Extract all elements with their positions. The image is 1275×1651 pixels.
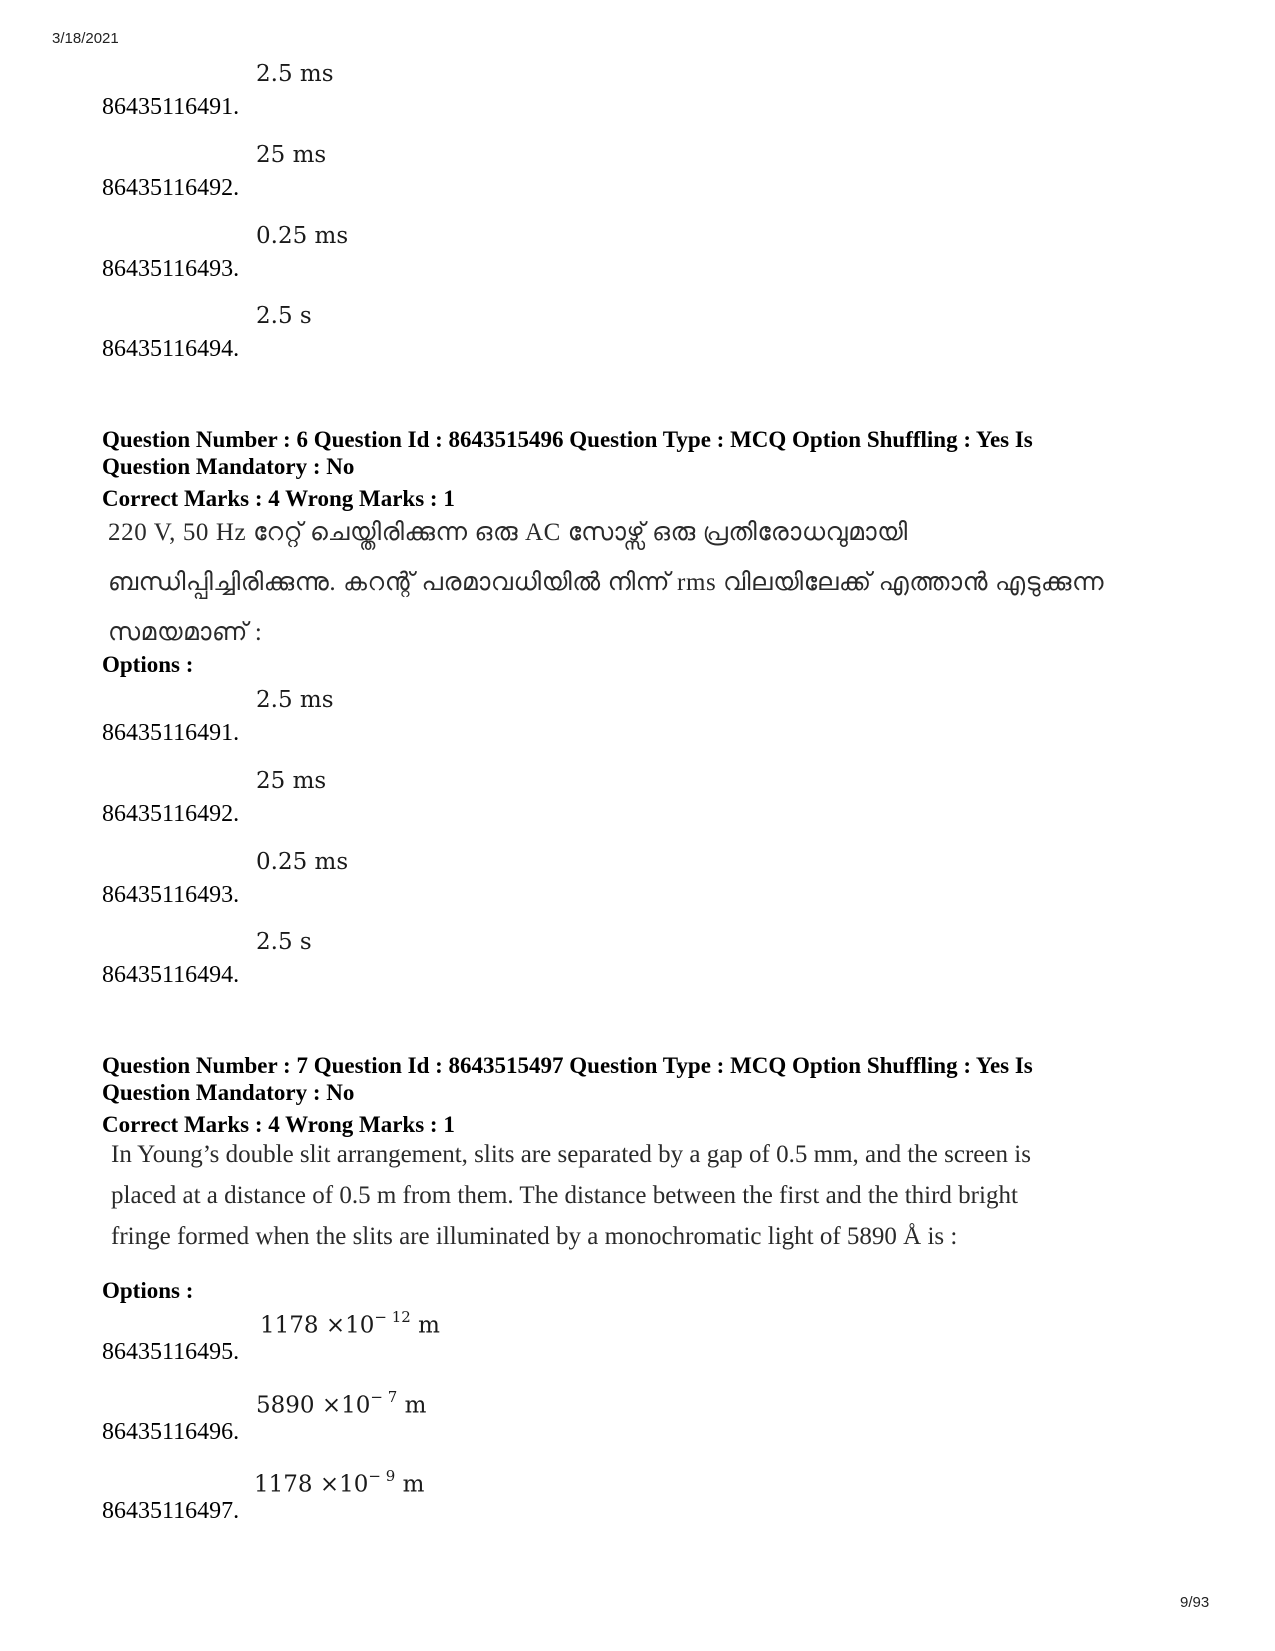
- question-6-meta: [102, 426, 1182, 512]
- option-value: 2.5 ms: [256, 687, 334, 713]
- option-id: 86435116496.: [102, 1419, 240, 1445]
- question-marks: Correct Marks : 4 Wrong Marks : 1: [102, 1112, 455, 1137]
- option-value: 25 ms: [256, 768, 327, 794]
- question-text-line: In Young’s double slit arrangement, slits are separated by a gap of 0.5 mm, and the screen is: [111, 1141, 1031, 1168]
- option-row: [102, 767, 802, 827]
- option-id: 86435116491.: [102, 94, 240, 120]
- times-sign: ×: [325, 1312, 346, 1339]
- option-row: [102, 1385, 802, 1445]
- options-label: Options :: [102, 652, 194, 677]
- question-text-line: ബന്ധിപ്പിച്ചിരിക്കുന്നു. കറന്റ് പരമാവധിയിൽ നിന്ന് rms വിലയിലേക്ക് എത്താൻ എടുക്കുന്ന: [108, 569, 1105, 596]
- question-text-line: സമയമാണ് :: [108, 619, 263, 646]
- option-row: [102, 848, 802, 908]
- option-id: 86435116493.: [102, 882, 240, 908]
- option-id: 86435116491.: [102, 720, 240, 746]
- option-id: 86435116494.: [102, 962, 240, 988]
- question-text-line: 220 V, 50 Hz റേറ്റ് ചെയ്തിരിക്കുന്ന ഒരു AC സോഴ്സ് ഒരു പ്രതിരോധവുമായി: [108, 519, 908, 546]
- times-sign: ×: [321, 1392, 342, 1419]
- option-id: 86435116493.: [102, 256, 240, 282]
- option-id: 86435116494.: [102, 336, 240, 362]
- option-value: 0.25 ms: [256, 849, 349, 875]
- option-row: [102, 222, 802, 282]
- base: 10: [339, 1471, 369, 1498]
- question-text-line: placed at a distance of 0.5 m from them. The distance between the first and the third bright: [111, 1182, 1018, 1209]
- options-label: Options :: [102, 1278, 194, 1303]
- question-marks: Correct Marks : 4 Wrong Marks : 1: [102, 486, 455, 511]
- exponent: − 7: [370, 1388, 398, 1406]
- question-meta-line: Question Number : 7 Question Id : 8643515497 Question Type : MCQ Option Shuffling : Yes Is: [102, 1053, 1033, 1078]
- question-mandatory: Question Mandatory : No: [102, 454, 355, 479]
- question-mandatory: Question Mandatory : No: [102, 1080, 355, 1105]
- option-value: 2.5 s: [256, 929, 312, 955]
- option-row: [102, 1305, 802, 1365]
- unit: m: [402, 1471, 425, 1498]
- option-row: [102, 60, 802, 120]
- question-meta-line: Question Number : 6 Question Id : 8643515496 Question Type : MCQ Option Shuffling : Yes Is: [102, 427, 1033, 452]
- option-value: 25 ms: [256, 142, 327, 168]
- option-value: [256, 1385, 426, 1420]
- question-7-text: [111, 1134, 1201, 1257]
- times-sign: ×: [319, 1471, 340, 1498]
- option-id: 86435116495.: [102, 1339, 240, 1365]
- option-id: 86435116497.: [102, 1498, 240, 1524]
- unit: m: [404, 1392, 427, 1419]
- question-7-meta: [102, 1052, 1182, 1138]
- exponent: − 9: [368, 1467, 396, 1485]
- option-value: [254, 1464, 424, 1499]
- option-value: [260, 1305, 440, 1340]
- base: 10: [341, 1392, 371, 1419]
- exponent: − 12: [374, 1308, 411, 1326]
- option-row: [102, 928, 802, 988]
- option-value: 2.5 s: [256, 303, 312, 329]
- option-row: [102, 302, 802, 362]
- mantissa: 1178: [260, 1312, 319, 1339]
- option-value: 0.25 ms: [256, 223, 349, 249]
- page-number: 9/93: [1180, 1594, 1210, 1611]
- unit: m: [418, 1312, 440, 1339]
- mantissa: 1178: [254, 1471, 313, 1498]
- print-date: 3/18/2021: [52, 30, 119, 47]
- option-row: [102, 686, 802, 746]
- option-value: 2.5 ms: [256, 61, 334, 87]
- option-row: [102, 141, 802, 201]
- question-6-text: [108, 508, 1198, 658]
- option-id: 86435116492.: [102, 175, 240, 201]
- option-row: [102, 1464, 802, 1524]
- question-text-line: fringe formed when the slits are illuminated by a monochromatic light of 5890 Å is :: [111, 1223, 958, 1250]
- base: 10: [345, 1312, 375, 1339]
- mantissa: 5890: [256, 1392, 315, 1419]
- option-id: 86435116492.: [102, 801, 240, 827]
